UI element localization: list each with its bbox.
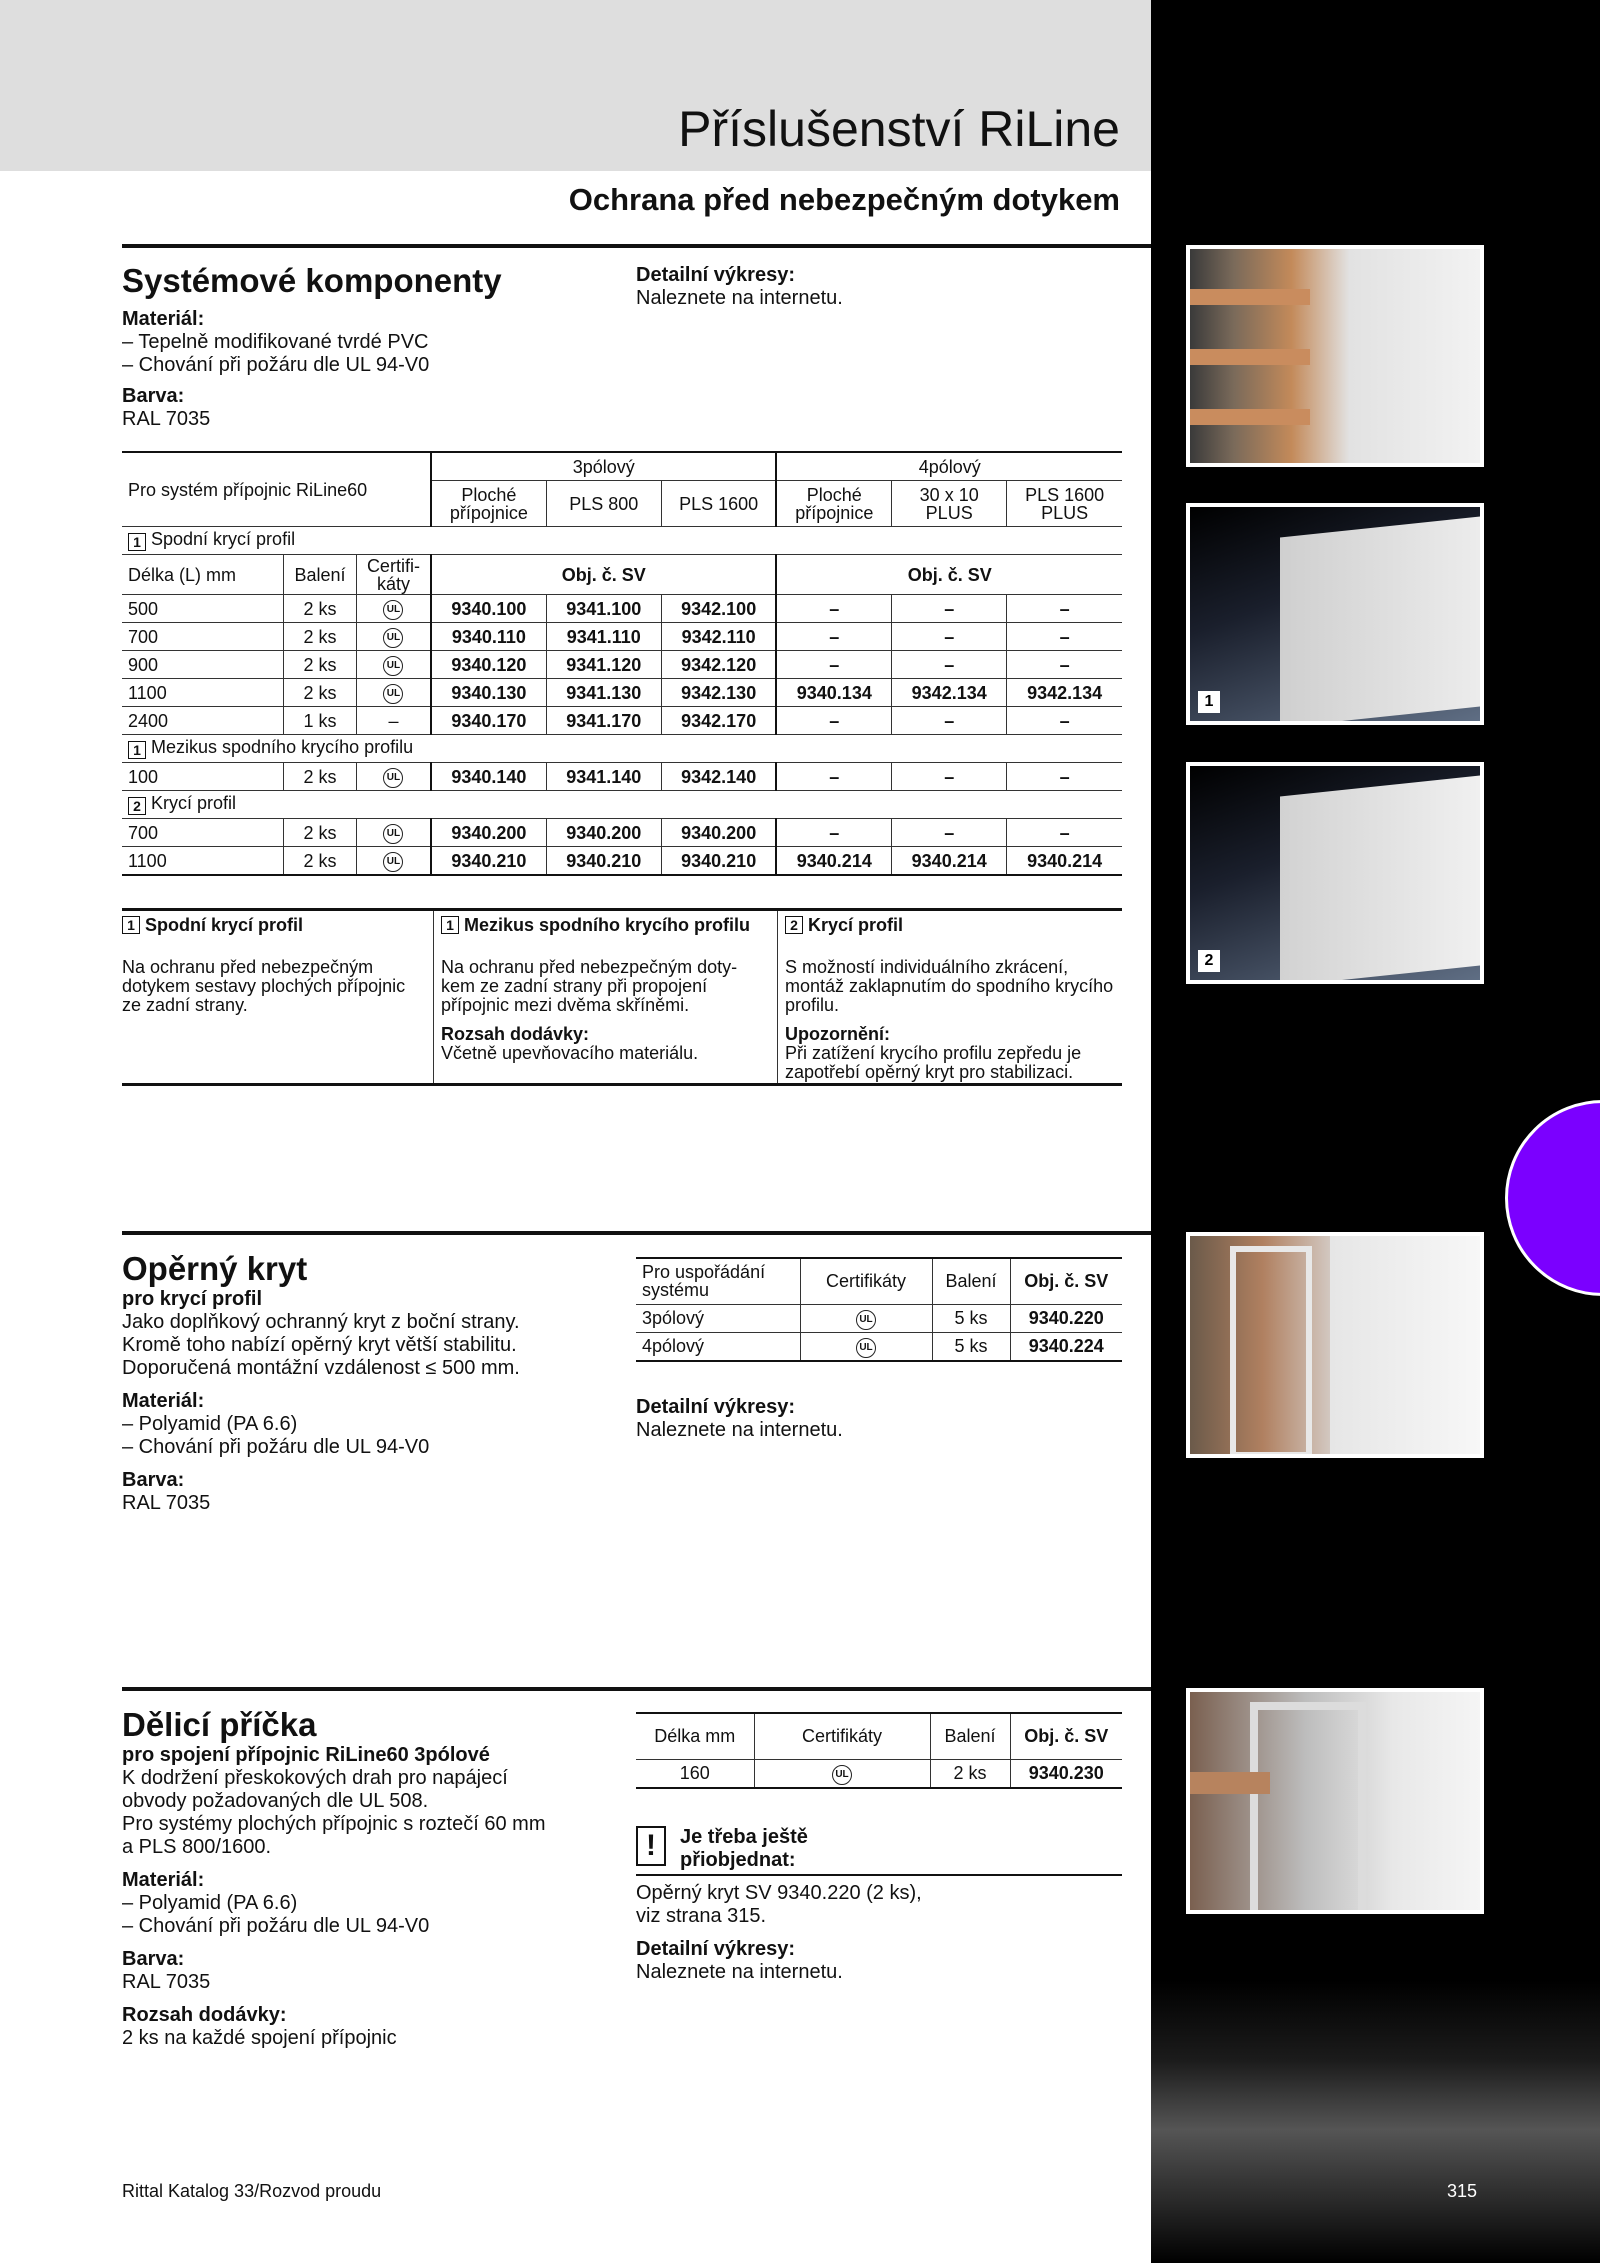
col-header: Obj. č. SV xyxy=(1010,1258,1122,1304)
description-extra-text: Včetně upevňovacího materiálu. xyxy=(441,1043,699,1063)
desc-divider xyxy=(433,911,434,1083)
item-number-icon: 2 xyxy=(128,797,146,815)
product-photo xyxy=(1186,245,1484,467)
desc-divider xyxy=(777,911,778,1083)
description-title: Mezikus spodního krycího profilu xyxy=(464,915,751,935)
product-photo xyxy=(1186,503,1484,725)
order-number: – xyxy=(1007,595,1122,623)
cert-cell xyxy=(356,819,431,847)
order-number: 9340.100 xyxy=(431,595,546,623)
description-text: S možností individuálního zkrácení, montáž zaklapnutím do spodního krycího profilu. xyxy=(785,957,1114,1015)
cert-cell xyxy=(356,763,431,791)
product-photo xyxy=(1186,1232,1484,1458)
section-title: Systémové komponenty xyxy=(122,262,502,299)
drawings-label: Detailní výkresy: xyxy=(636,1938,795,1960)
order-note xyxy=(636,1826,1122,1984)
item-number-icon: 2 xyxy=(785,916,803,934)
group-title-row xyxy=(122,791,1122,819)
group-4pole: 4pólový xyxy=(776,452,1122,481)
order-number: 9340.140 xyxy=(431,763,546,791)
material-item: – Chování při požáru dle UL 94-V0 xyxy=(122,1436,430,1458)
photo-label: 1 xyxy=(1198,691,1220,713)
col-header: Obj. č. SV xyxy=(431,555,776,595)
subheader: PLS 800 xyxy=(546,481,661,527)
body-line: Jako doplňkový ochranný kryt z boční strany. xyxy=(122,1311,520,1333)
cell: 500 xyxy=(122,595,284,623)
cell: 700 xyxy=(122,623,284,651)
subheader: Ploché přípojnice xyxy=(776,481,891,527)
cell: 5 ks xyxy=(932,1332,1010,1361)
section-subtitle: pro krycí profil xyxy=(122,1288,263,1310)
product-photo xyxy=(1186,762,1484,984)
body-line: a PLS 800/1600. xyxy=(122,1836,272,1858)
order-number: – xyxy=(1007,623,1122,651)
drawings-note xyxy=(636,1396,1116,1442)
order-number: 9341.140 xyxy=(546,763,661,791)
cert-cell xyxy=(800,1304,932,1332)
group-3pole: 3pólový xyxy=(431,452,776,481)
table-row xyxy=(122,651,1122,679)
drawings-value[interactable]: Naleznete na internetu. xyxy=(636,287,843,309)
description-title: Krycí profil xyxy=(808,915,904,935)
color-value: RAL 7035 xyxy=(122,408,211,430)
warning-icon: ! xyxy=(636,1826,666,1866)
material-item: – Tepelně modifikované tvrdé PVC xyxy=(122,331,429,353)
description-heading xyxy=(785,916,1115,958)
table-row xyxy=(122,763,1122,791)
page-title: Příslušenství RiLine xyxy=(678,101,1120,157)
ul-cert-icon: UL xyxy=(383,600,403,620)
order-number: – xyxy=(1007,651,1122,679)
ul-cert-icon: UL xyxy=(383,656,403,676)
order-number: 9340.220 xyxy=(1010,1304,1122,1332)
col-header: Obj. č. SV xyxy=(776,555,1122,595)
description-text: Na ochranu před nebezpečným doty-kem ze zadní strany při propojení přípojnic mezi dvěma skříněmi. xyxy=(441,957,738,1015)
description-title: Spodní krycí profil xyxy=(145,915,304,935)
order-number: – xyxy=(892,763,1007,791)
section-title: Dělicí příčka xyxy=(122,1706,317,1743)
cell: 900 xyxy=(122,651,284,679)
material-item: – Polyamid (PA 6.6) xyxy=(122,1413,298,1435)
material-item: – Chování při požáru dle UL 94-V0 xyxy=(122,1915,430,1937)
cert-cell xyxy=(356,847,431,876)
order-number: 9340.214 xyxy=(776,847,891,876)
order-number: 9340.210 xyxy=(546,847,661,876)
cert-cell xyxy=(754,1759,930,1788)
cert-cell: – xyxy=(356,707,431,735)
scope-value: 2 ks na každé spojení přípojnic xyxy=(122,2027,397,2049)
group-title-row xyxy=(122,735,1122,763)
order-note-line[interactable]: viz strana 315. xyxy=(636,1905,767,1927)
color-value: RAL 7035 xyxy=(122,1492,211,1514)
ul-cert-icon: UL xyxy=(832,1765,852,1785)
cert-cell xyxy=(356,651,431,679)
ul-cert-icon: UL xyxy=(383,824,403,844)
operny-table xyxy=(636,1257,1122,1362)
order-number: 9341.130 xyxy=(546,679,661,707)
cert-cell xyxy=(800,1332,932,1361)
group-title: Spodní krycí profil xyxy=(151,529,296,549)
drawings-value[interactable]: Naleznete na internetu. xyxy=(636,1961,843,1983)
drawings-label: Detailní výkresy: xyxy=(636,264,795,286)
order-number: – xyxy=(1007,707,1122,735)
page-number: 315 xyxy=(1447,2181,1478,2201)
description-text: Na ochranu před nebezpečným dotykem sestavy plochých přípojnic ze zadní strany. xyxy=(122,957,406,1015)
order-number: – xyxy=(892,819,1007,847)
description-extra-text: Při zatížení krycího profilu zepředu je zapotřebí opěrný kryt pro stabilizaci. xyxy=(785,1043,1082,1082)
section-operny xyxy=(122,1250,622,1515)
body-line: obvody požadovaných dle UL 508. xyxy=(122,1790,429,1812)
cell: 2 ks xyxy=(284,595,357,623)
order-number: – xyxy=(892,707,1007,735)
group-title-row xyxy=(122,527,1122,555)
table-row xyxy=(122,707,1122,735)
cell: 3pólový xyxy=(636,1304,800,1332)
section-systemove xyxy=(122,262,602,431)
col-header: Pro uspořádání systému xyxy=(636,1258,800,1304)
drawings-value[interactable]: Naleznete na internetu. xyxy=(636,1419,843,1441)
cert-cell xyxy=(356,679,431,707)
section-title: Opěrný kryt xyxy=(122,1250,308,1287)
col-header: Certifi-káty xyxy=(356,555,431,595)
material-item: – Polyamid (PA 6.6) xyxy=(122,1892,298,1914)
order-number: 9342.130 xyxy=(661,679,776,707)
order-number: 9340.200 xyxy=(546,819,661,847)
color-label: Barva: xyxy=(122,1948,185,1970)
body-line: K dodržení přeskokových drah pro napájecí xyxy=(122,1767,508,1789)
section-divider xyxy=(122,244,1151,248)
order-number: 9341.120 xyxy=(546,651,661,679)
order-number: – xyxy=(1007,819,1122,847)
order-number: 9342.120 xyxy=(661,651,776,679)
order-number: 9341.100 xyxy=(546,595,661,623)
order-number: 9340.214 xyxy=(892,847,1007,876)
desc-bottom-rule xyxy=(122,1083,1122,1086)
cell: 2 ks xyxy=(284,763,357,791)
cell: 2 ks xyxy=(930,1759,1010,1788)
cell: 2 ks xyxy=(284,651,357,679)
cert-cell xyxy=(356,623,431,651)
order-number: 9340.134 xyxy=(776,679,891,707)
order-number: – xyxy=(776,651,891,679)
desc-top-rule xyxy=(122,908,1122,911)
material-item: – Chování při požáru dle UL 94-V0 xyxy=(122,354,430,376)
system-label: Pro systém přípojnic RiLine60 xyxy=(122,452,431,527)
order-number: 9340.200 xyxy=(661,819,776,847)
section-divider xyxy=(122,1687,1151,1691)
col-header: Balení xyxy=(932,1258,1010,1304)
body-line: Doporučená montážní vzdálenost ≤ 500 mm. xyxy=(122,1357,520,1379)
ul-cert-icon: UL xyxy=(383,684,403,704)
cell: 5 ks xyxy=(932,1304,1010,1332)
cell: 2400 xyxy=(122,707,284,735)
section-divider xyxy=(122,1231,1151,1235)
ul-cert-icon: UL xyxy=(856,1338,876,1358)
item-number-icon: 1 xyxy=(128,741,146,759)
cell: 2 ks xyxy=(284,679,357,707)
item-number-icon: 1 xyxy=(128,533,146,551)
order-number: 9342.134 xyxy=(892,679,1007,707)
description-extra-label: Upozornění: xyxy=(785,1024,890,1044)
page-subtitle: Ochrana před nebezpečným dotykem xyxy=(568,182,1120,217)
order-number: 9340.210 xyxy=(431,847,546,876)
delici-table xyxy=(636,1712,1122,1789)
color-label: Barva: xyxy=(122,1469,185,1491)
table-row xyxy=(122,595,1122,623)
photo-label: 2 xyxy=(1198,950,1220,972)
components-table xyxy=(122,451,1122,876)
cell: 1100 xyxy=(122,847,284,876)
cell: 100 xyxy=(122,763,284,791)
cell: 160 xyxy=(636,1759,754,1788)
table-row xyxy=(122,623,1122,651)
col-header: Certifikáty xyxy=(800,1258,932,1304)
order-number: 9341.170 xyxy=(546,707,661,735)
material-label: Materiál: xyxy=(122,308,205,330)
cell: 1100 xyxy=(122,679,284,707)
table-row xyxy=(122,819,1122,847)
description-column xyxy=(441,916,766,1063)
order-number: 9342.170 xyxy=(661,707,776,735)
color-label: Barva: xyxy=(122,385,185,407)
subheader: Ploché přípojnice xyxy=(431,481,546,527)
subheader: 30 x 10 PLUS xyxy=(892,481,1007,527)
color-value: RAL 7035 xyxy=(122,1971,211,1993)
description-heading xyxy=(122,916,422,958)
cell: 4pólový xyxy=(636,1332,800,1361)
order-number: – xyxy=(776,623,891,651)
subheader: PLS 1600 xyxy=(661,481,776,527)
cell: 2 ks xyxy=(284,819,357,847)
item-number-icon: 1 xyxy=(122,916,140,934)
order-number: – xyxy=(1007,763,1122,791)
group-title: Mezikus spodního krycího profilu xyxy=(151,737,414,757)
group-title: Krycí profil xyxy=(151,793,237,813)
order-number: – xyxy=(776,819,891,847)
footer-left: Rittal Katalog 33/Rozvod proudu xyxy=(122,2181,382,2201)
description-column xyxy=(785,916,1115,1082)
ul-cert-icon: UL xyxy=(383,852,403,872)
cert-cell xyxy=(356,595,431,623)
product-photo xyxy=(1186,1688,1484,1914)
order-number: – xyxy=(892,651,1007,679)
body-line: Pro systémy plochých přípojnic s roztečí 60 mm xyxy=(122,1813,546,1835)
order-number: – xyxy=(776,595,891,623)
subheader: PLS 1600 PLUS xyxy=(1007,481,1122,527)
drawings-label: Detailní výkresy: xyxy=(636,1396,795,1418)
order-number: 9340.230 xyxy=(1010,1759,1122,1788)
cell: 2 ks xyxy=(284,847,357,876)
description-column xyxy=(122,916,422,1015)
col-header: Délka (L) mm xyxy=(122,555,284,595)
order-number: 9341.110 xyxy=(546,623,661,651)
order-number: 9342.134 xyxy=(1007,679,1122,707)
ul-cert-icon: UL xyxy=(856,1310,876,1330)
col-header: Balení xyxy=(930,1713,1010,1759)
order-number: 9340.200 xyxy=(431,819,546,847)
order-number: 9340.210 xyxy=(661,847,776,876)
material-label: Materiál: xyxy=(122,1390,205,1412)
material-label: Materiál: xyxy=(122,1869,205,1891)
order-number: 9340.120 xyxy=(431,651,546,679)
order-number: 9342.140 xyxy=(661,763,776,791)
table-row xyxy=(122,847,1122,876)
body-line: Kromě toho nabízí opěrný kryt větší stabilitu. xyxy=(122,1334,517,1356)
col-header: Balení xyxy=(284,555,357,595)
section-subtitle: pro spojení přípojnic RiLine60 3pólové xyxy=(122,1744,490,1766)
col-header: Certifikáty xyxy=(754,1713,930,1759)
order-number: 9342.100 xyxy=(661,595,776,623)
order-number: 9340.170 xyxy=(431,707,546,735)
ul-cert-icon: UL xyxy=(383,628,403,648)
section-delici xyxy=(122,1706,622,2050)
description-extra-label: Rozsah dodávky: xyxy=(441,1024,590,1044)
order-number: – xyxy=(776,763,891,791)
description-heading xyxy=(441,916,766,958)
order-number: 9340.224 xyxy=(1010,1332,1122,1361)
drawings-note xyxy=(636,264,1116,310)
order-number: 9340.214 xyxy=(1007,847,1122,876)
col-header: Obj. č. SV xyxy=(1010,1713,1122,1759)
cell: 2 ks xyxy=(284,623,357,651)
table-row xyxy=(122,679,1122,707)
col-header: Délka mm xyxy=(636,1713,754,1759)
order-note-line: Opěrný kryt SV 9340.220 (2 ks), xyxy=(636,1882,922,1904)
order-note-title: Je třeba ještě přiobjednat: xyxy=(680,1826,808,1871)
item-number-icon: 1 xyxy=(441,916,459,934)
scope-label: Rozsah dodávky: xyxy=(122,2004,287,2026)
order-number: 9340.130 xyxy=(431,679,546,707)
order-number: 9340.110 xyxy=(431,623,546,651)
order-number: – xyxy=(892,623,1007,651)
ul-cert-icon: UL xyxy=(383,768,403,788)
cell: 1 ks xyxy=(284,707,357,735)
order-number: – xyxy=(776,707,891,735)
cell: 700 xyxy=(122,819,284,847)
order-number: 9342.110 xyxy=(661,623,776,651)
order-number: – xyxy=(892,595,1007,623)
